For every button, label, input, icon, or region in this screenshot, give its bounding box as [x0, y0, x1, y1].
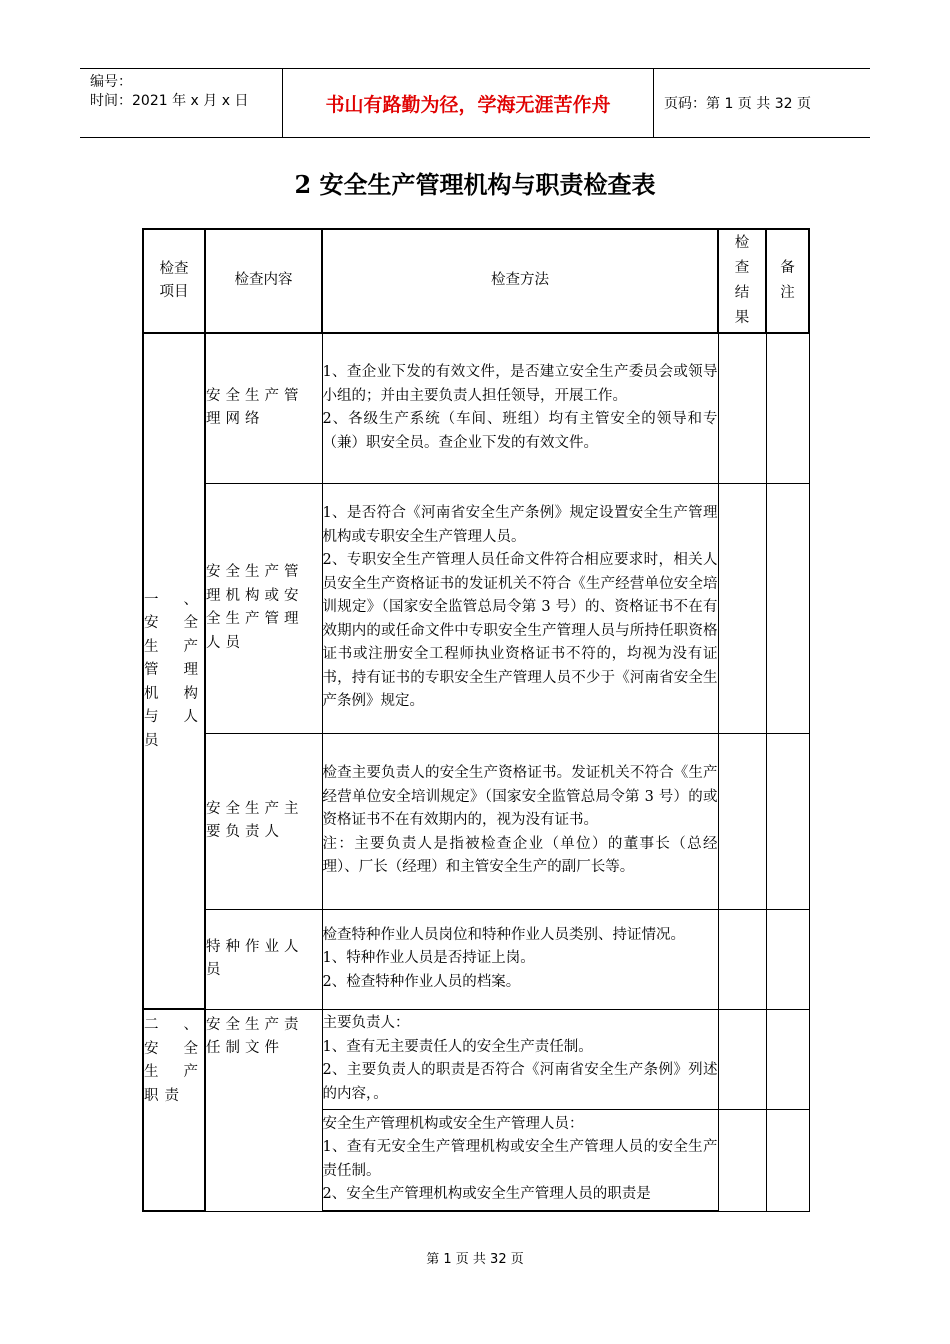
row-method: 检查主要负责人的安全生产资格证书。发证机关不符合《生产经营单位安全培训规定》（国家安全监管总局令第 3 号）的或资格证书不在有效期内的，视为没有证书。 注：主要负责人是指被检查企业（单位）的董事长（总经理）、厂长（经理）和主管安全生产的副厂长等。	[322, 733, 718, 909]
row-result	[718, 733, 766, 909]
table-row	[143, 483, 809, 733]
inspection-table	[142, 228, 810, 1212]
table-row	[143, 909, 809, 1009]
row-method: 1、查企业下发的有效文件，是否建立安全生产委员会或领导小组的；并由主要负责人担任领导，开展工作。 2、各级生产系统（车间、班组）均有主管安全的领导和专（兼）职安全员。查企业下发的有效文件。	[322, 333, 718, 483]
time-label: 时间：2021 年 x 月 x 日	[90, 93, 249, 109]
header-page-label: 页码：第 1 页 共 32 页	[664, 96, 811, 112]
header-meta	[80, 69, 282, 137]
row-remark	[766, 333, 809, 483]
row-result	[718, 909, 766, 1009]
number-label: 编号：	[90, 74, 132, 90]
row-method: 主要负责人： 1、查有无主要责任人的安全生产责任制。 2、主要负责人的职责是否符合《河南省安全生产条例》列述的内容，。	[322, 1009, 718, 1109]
row-result	[718, 483, 766, 733]
page-title: 2 安全生产管理机构与职责检查表	[294, 170, 656, 199]
page-footer: 第 1 页 共 32 页	[426, 1252, 524, 1267]
group-label-1: 一、安全生产管理机构与人员	[143, 333, 205, 1009]
document-header	[80, 68, 870, 138]
header-item: 检查项目	[143, 229, 205, 333]
row-content: 特种作业人员	[205, 909, 322, 1009]
header-remark: 备注	[766, 229, 809, 333]
row-content: 安全生产管理网络	[205, 333, 322, 483]
row-method: 1、是否符合《河南省安全生产条例》规定设置安全生产管理机构或专职安全生产管理人员。 2、专职安全生产管理人员任命文件符合相应要求时，相关人员安全生产资格证书的发证机关不符合《生产经营单位安全培训规定》（国家安全监管总局令第 3 号）的、资格证书不在有效期内的或任命文件中专职安全生产管理人员与所持任职资格证书或注册安全工程师执业资格证书不符的，均视为没有证书，持有证书的专职安全生产管理人员不少于《河南省安全生产条例》规定。	[322, 483, 718, 733]
group-label-2: 二、安全生产职责	[143, 1009, 205, 1211]
row-remark	[766, 483, 809, 733]
header-content: 检查内容	[205, 229, 322, 333]
header-result: 检查结果	[718, 229, 766, 333]
row-result	[718, 333, 766, 483]
row-content: 安全生产责任制文件	[205, 1009, 322, 1211]
table-header-row	[143, 229, 809, 333]
row-method: 检查特种作业人员岗位和特种作业人员类别、持证情况。 1、特种作业人员是否持证上岗。 2、检查特种作业人员的档案。	[322, 909, 718, 1009]
table-row	[143, 333, 809, 483]
row-remark	[766, 1109, 809, 1211]
row-remark	[766, 909, 809, 1009]
row-remark	[766, 733, 809, 909]
row-result	[718, 1009, 766, 1109]
header-method: 检查方法	[322, 229, 718, 333]
row-method: 安全生产管理机构或安全生产管理人员： 1、查有无安全生产管理机构或安全生产管理人员的安全生产责任制。 2、安全生产管理机构或安全生产管理人员的职责是	[322, 1109, 718, 1211]
table-row	[143, 1009, 809, 1109]
row-remark	[766, 1009, 809, 1109]
row-result	[718, 1109, 766, 1211]
table-row	[143, 733, 809, 909]
header-slogan: 书山有路勤为径，学海无涯苦作舟	[282, 69, 654, 137]
row-content: 安全生产主要负责人	[205, 733, 322, 909]
row-content: 安全生产管理机构或安全生产管理人员	[205, 483, 322, 733]
